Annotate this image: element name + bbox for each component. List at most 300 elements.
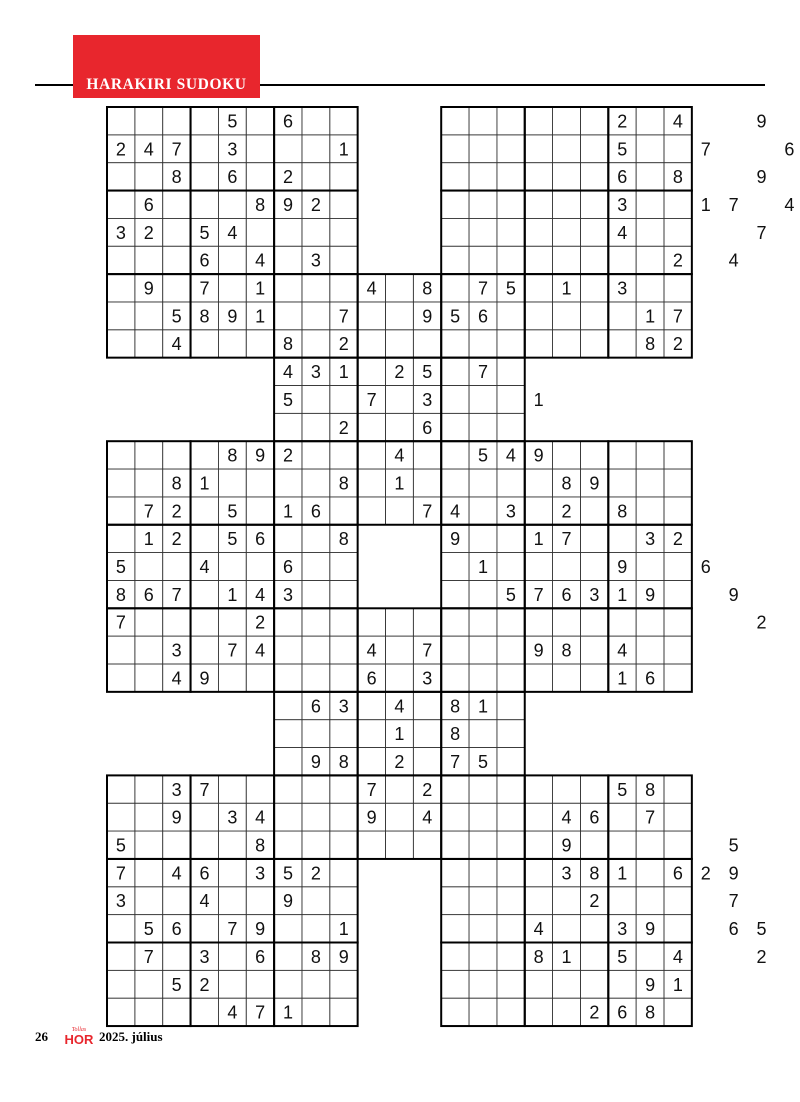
sudoku-cell[interactable] xyxy=(218,330,246,358)
sudoku-cell[interactable] xyxy=(135,608,163,636)
sudoku-cell[interactable] xyxy=(302,775,330,803)
sudoku-cell[interactable] xyxy=(107,330,135,358)
sudoku-cell[interactable] xyxy=(497,246,525,274)
sudoku-cell[interactable] xyxy=(441,218,469,246)
sudoku-cell[interactable] xyxy=(330,636,358,664)
sudoku-cell[interactable] xyxy=(218,469,246,497)
sudoku-cell[interactable] xyxy=(274,664,302,692)
sudoku-cell[interactable] xyxy=(330,831,358,859)
sudoku-cell[interactable] xyxy=(218,274,246,302)
sudoku-cell[interactable] xyxy=(469,831,497,859)
sudoku-cell[interactable] xyxy=(358,831,386,859)
sudoku-cell[interactable] xyxy=(497,970,525,998)
sudoku-cell[interactable] xyxy=(330,998,358,1026)
sudoku-cell[interactable] xyxy=(497,191,525,219)
sudoku-cell[interactable] xyxy=(135,163,163,191)
sudoku-cell[interactable] xyxy=(580,107,608,135)
sudoku-cell[interactable] xyxy=(246,330,274,358)
sudoku-cell[interactable] xyxy=(218,608,246,636)
sudoku-cell[interactable] xyxy=(580,302,608,330)
sudoku-cell[interactable] xyxy=(191,580,219,608)
sudoku-cell[interactable] xyxy=(497,330,525,358)
sudoku-cell[interactable] xyxy=(553,330,581,358)
sudoku-cell[interactable] xyxy=(636,887,664,915)
sudoku-cell[interactable] xyxy=(553,246,581,274)
sudoku-cell[interactable] xyxy=(330,218,358,246)
sudoku-cell[interactable] xyxy=(664,441,692,469)
sudoku-cell[interactable] xyxy=(191,330,219,358)
sudoku-cell[interactable] xyxy=(274,775,302,803)
sudoku-cell[interactable] xyxy=(525,664,553,692)
sudoku-cell[interactable] xyxy=(497,608,525,636)
sudoku-cell[interactable] xyxy=(135,775,163,803)
sudoku-cell[interactable] xyxy=(358,302,386,330)
sudoku-cell[interactable] xyxy=(107,274,135,302)
sudoku-cell[interactable] xyxy=(358,748,386,776)
sudoku-cell[interactable] xyxy=(413,608,441,636)
sudoku-cell[interactable] xyxy=(441,775,469,803)
sudoku-cell[interactable] xyxy=(246,135,274,163)
sudoku-cell[interactable] xyxy=(413,720,441,748)
sudoku-cell[interactable] xyxy=(386,386,414,414)
sudoku-cell[interactable] xyxy=(525,274,553,302)
sudoku-cell[interactable] xyxy=(163,887,191,915)
sudoku-cell[interactable] xyxy=(107,107,135,135)
sudoku-cell[interactable] xyxy=(441,441,469,469)
sudoku-cell[interactable] xyxy=(497,803,525,831)
sudoku-cell[interactable] xyxy=(302,970,330,998)
sudoku-cell[interactable] xyxy=(580,191,608,219)
sudoku-cell[interactable] xyxy=(386,330,414,358)
sudoku-cell[interactable] xyxy=(525,191,553,219)
sudoku-cell[interactable] xyxy=(580,831,608,859)
sudoku-cell[interactable] xyxy=(246,497,274,525)
sudoku-cell[interactable] xyxy=(246,664,274,692)
sudoku-cell[interactable] xyxy=(330,608,358,636)
sudoku-cell[interactable] xyxy=(386,636,414,664)
sudoku-cell[interactable] xyxy=(497,218,525,246)
sudoku-cell[interactable] xyxy=(497,748,525,776)
sudoku-cell[interactable] xyxy=(441,246,469,274)
sudoku-cell[interactable] xyxy=(107,664,135,692)
sudoku-cell[interactable] xyxy=(553,664,581,692)
sudoku-cell[interactable] xyxy=(163,441,191,469)
sudoku-cell[interactable] xyxy=(469,803,497,831)
sudoku-cell[interactable] xyxy=(274,246,302,274)
sudoku-cell[interactable] xyxy=(413,330,441,358)
sudoku-cell[interactable] xyxy=(274,943,302,971)
sudoku-cell[interactable] xyxy=(525,970,553,998)
sudoku-cell[interactable] xyxy=(469,608,497,636)
sudoku-cell[interactable] xyxy=(469,413,497,441)
sudoku-cell[interactable] xyxy=(218,859,246,887)
sudoku-cell[interactable] xyxy=(218,887,246,915)
sudoku-cell[interactable] xyxy=(580,163,608,191)
sudoku-cell[interactable] xyxy=(135,302,163,330)
sudoku-cell[interactable] xyxy=(274,803,302,831)
sudoku-cell[interactable] xyxy=(413,831,441,859)
sudoku-cell[interactable] xyxy=(636,274,664,302)
sudoku-cell[interactable] xyxy=(469,469,497,497)
sudoku-cell[interactable] xyxy=(664,553,692,581)
sudoku-cell[interactable] xyxy=(636,553,664,581)
sudoku-cell[interactable] xyxy=(107,943,135,971)
sudoku-cell[interactable] xyxy=(636,636,664,664)
sudoku-cell[interactable] xyxy=(274,135,302,163)
sudoku-cell[interactable] xyxy=(636,246,664,274)
sudoku-cell[interactable] xyxy=(413,748,441,776)
sudoku-cell[interactable] xyxy=(302,887,330,915)
sudoku-cell[interactable] xyxy=(636,608,664,636)
sudoku-cell[interactable] xyxy=(386,302,414,330)
sudoku-cell[interactable] xyxy=(525,775,553,803)
sudoku-cell[interactable] xyxy=(246,218,274,246)
sudoku-cell[interactable] xyxy=(302,580,330,608)
sudoku-cell[interactable] xyxy=(302,107,330,135)
sudoku-cell[interactable] xyxy=(330,887,358,915)
sudoku-cell[interactable] xyxy=(608,887,636,915)
sudoku-cell[interactable] xyxy=(330,191,358,219)
sudoku-cell[interactable] xyxy=(441,413,469,441)
sudoku-cell[interactable] xyxy=(163,998,191,1026)
sudoku-cell[interactable] xyxy=(163,274,191,302)
sudoku-cell[interactable] xyxy=(135,859,163,887)
sudoku-cell[interactable] xyxy=(441,831,469,859)
sudoku-cell[interactable] xyxy=(135,664,163,692)
sudoku-cell[interactable] xyxy=(497,720,525,748)
sudoku-cell[interactable] xyxy=(636,135,664,163)
sudoku-cell[interactable] xyxy=(274,970,302,998)
sudoku-cell[interactable] xyxy=(107,803,135,831)
sudoku-cell[interactable] xyxy=(580,274,608,302)
sudoku-cell[interactable] xyxy=(636,107,664,135)
sudoku-cell[interactable] xyxy=(107,441,135,469)
sudoku-cell[interactable] xyxy=(218,831,246,859)
sudoku-cell[interactable] xyxy=(107,302,135,330)
sudoku-cell[interactable] xyxy=(608,970,636,998)
sudoku-cell[interactable] xyxy=(580,664,608,692)
sudoku-cell[interactable] xyxy=(664,636,692,664)
sudoku-cell[interactable] xyxy=(413,441,441,469)
sudoku-cell[interactable] xyxy=(246,970,274,998)
sudoku-cell[interactable] xyxy=(302,553,330,581)
sudoku-cell[interactable] xyxy=(163,553,191,581)
sudoku-cell[interactable] xyxy=(107,163,135,191)
sudoku-cell[interactable] xyxy=(580,330,608,358)
sudoku-cell[interactable] xyxy=(274,274,302,302)
sudoku-cell[interactable] xyxy=(246,887,274,915)
sudoku-cell[interactable] xyxy=(386,803,414,831)
sudoku-cell[interactable] xyxy=(191,191,219,219)
sudoku-cell[interactable] xyxy=(135,469,163,497)
sudoku-cell[interactable] xyxy=(274,218,302,246)
sudoku-cell[interactable] xyxy=(497,887,525,915)
sudoku-cell[interactable] xyxy=(386,608,414,636)
sudoku-cell[interactable] xyxy=(302,218,330,246)
sudoku-cell[interactable] xyxy=(330,803,358,831)
sudoku-cell[interactable] xyxy=(525,218,553,246)
sudoku-cell[interactable] xyxy=(553,135,581,163)
sudoku-cell[interactable] xyxy=(497,664,525,692)
sudoku-cell[interactable] xyxy=(553,608,581,636)
sudoku-cell[interactable] xyxy=(441,274,469,302)
sudoku-cell[interactable] xyxy=(553,775,581,803)
sudoku-cell[interactable] xyxy=(525,803,553,831)
sudoku-cell[interactable] xyxy=(580,525,608,553)
sudoku-cell[interactable] xyxy=(469,887,497,915)
sudoku-cell[interactable] xyxy=(246,469,274,497)
sudoku-cell[interactable] xyxy=(441,636,469,664)
sudoku-cell[interactable] xyxy=(135,998,163,1026)
sudoku-cell[interactable] xyxy=(302,998,330,1026)
sudoku-cell[interactable] xyxy=(218,775,246,803)
sudoku-cell[interactable] xyxy=(218,970,246,998)
sudoku-cell[interactable] xyxy=(664,775,692,803)
sudoku-cell[interactable] xyxy=(330,775,358,803)
sudoku-cell[interactable] xyxy=(386,497,414,525)
sudoku-cell[interactable] xyxy=(525,246,553,274)
sudoku-cell[interactable] xyxy=(525,330,553,358)
sudoku-cell[interactable] xyxy=(608,246,636,274)
sudoku-cell[interactable] xyxy=(553,107,581,135)
sudoku-cell[interactable] xyxy=(636,191,664,219)
sudoku-cell[interactable] xyxy=(163,246,191,274)
sudoku-cell[interactable] xyxy=(525,859,553,887)
sudoku-cell[interactable] xyxy=(553,441,581,469)
sudoku-cell[interactable] xyxy=(302,441,330,469)
sudoku-cell[interactable] xyxy=(302,664,330,692)
sudoku-cell[interactable] xyxy=(413,469,441,497)
sudoku-cell[interactable] xyxy=(135,330,163,358)
sudoku-cell[interactable] xyxy=(636,163,664,191)
sudoku-cell[interactable] xyxy=(386,664,414,692)
sudoku-cell[interactable] xyxy=(497,915,525,943)
sudoku-cell[interactable] xyxy=(664,135,692,163)
sudoku-cell[interactable] xyxy=(274,915,302,943)
sudoku-cell[interactable] xyxy=(330,720,358,748)
sudoku-cell[interactable] xyxy=(135,636,163,664)
sudoku-cell[interactable] xyxy=(664,469,692,497)
sudoku-cell[interactable] xyxy=(441,998,469,1026)
sudoku-cell[interactable] xyxy=(358,497,386,525)
sudoku-cell[interactable] xyxy=(302,386,330,414)
sudoku-cell[interactable] xyxy=(302,413,330,441)
sudoku-cell[interactable] xyxy=(441,608,469,636)
sudoku-cell[interactable] xyxy=(664,218,692,246)
sudoku-cell[interactable] xyxy=(107,775,135,803)
sudoku-cell[interactable] xyxy=(469,163,497,191)
sudoku-cell[interactable] xyxy=(246,553,274,581)
sudoku-cell[interactable] xyxy=(302,525,330,553)
sudoku-cell[interactable] xyxy=(664,608,692,636)
sudoku-cell[interactable] xyxy=(636,441,664,469)
sudoku-cell[interactable] xyxy=(191,135,219,163)
sudoku-cell[interactable] xyxy=(218,553,246,581)
sudoku-cell[interactable] xyxy=(386,274,414,302)
sudoku-cell[interactable] xyxy=(664,998,692,1026)
sudoku-cell[interactable] xyxy=(497,302,525,330)
sudoku-cell[interactable] xyxy=(191,636,219,664)
sudoku-cell[interactable] xyxy=(191,107,219,135)
sudoku-cell[interactable] xyxy=(302,135,330,163)
sudoku-cell[interactable] xyxy=(441,107,469,135)
sudoku-cell[interactable] xyxy=(191,497,219,525)
sudoku-cell[interactable] xyxy=(191,525,219,553)
sudoku-cell[interactable] xyxy=(135,107,163,135)
sudoku-cell[interactable] xyxy=(441,803,469,831)
sudoku-cell[interactable] xyxy=(107,469,135,497)
sudoku-cell[interactable] xyxy=(358,692,386,720)
sudoku-cell[interactable] xyxy=(636,469,664,497)
sudoku-cell[interactable] xyxy=(163,943,191,971)
sudoku-cell[interactable] xyxy=(469,970,497,998)
sudoku-cell[interactable] xyxy=(135,246,163,274)
sudoku-cell[interactable] xyxy=(469,246,497,274)
sudoku-cell[interactable] xyxy=(107,191,135,219)
sudoku-cell[interactable] xyxy=(608,525,636,553)
sudoku-cell[interactable] xyxy=(497,163,525,191)
sudoku-cell[interactable] xyxy=(163,191,191,219)
sudoku-cell[interactable] xyxy=(107,636,135,664)
sudoku-cell[interactable] xyxy=(497,553,525,581)
sudoku-cell[interactable] xyxy=(191,803,219,831)
sudoku-cell[interactable] xyxy=(469,330,497,358)
sudoku-cell[interactable] xyxy=(664,580,692,608)
sudoku-cell[interactable] xyxy=(441,191,469,219)
sudoku-cell[interactable] xyxy=(469,859,497,887)
sudoku-cell[interactable] xyxy=(441,943,469,971)
sudoku-cell[interactable] xyxy=(664,191,692,219)
sudoku-cell[interactable] xyxy=(441,664,469,692)
sudoku-cell[interactable] xyxy=(497,525,525,553)
sudoku-cell[interactable] xyxy=(358,720,386,748)
sudoku-cell[interactable] xyxy=(302,636,330,664)
sudoku-cell[interactable] xyxy=(497,469,525,497)
sudoku-cell[interactable] xyxy=(580,636,608,664)
sudoku-cell[interactable] xyxy=(330,553,358,581)
sudoku-cell[interactable] xyxy=(246,163,274,191)
sudoku-cell[interactable] xyxy=(358,330,386,358)
sudoku-cell[interactable] xyxy=(330,107,358,135)
sudoku-cell[interactable] xyxy=(469,525,497,553)
sudoku-cell[interactable] xyxy=(441,859,469,887)
sudoku-cell[interactable] xyxy=(497,135,525,163)
sudoku-cell[interactable] xyxy=(107,246,135,274)
sudoku-cell[interactable] xyxy=(135,831,163,859)
sudoku-cell[interactable] xyxy=(553,970,581,998)
sudoku-cell[interactable] xyxy=(386,775,414,803)
sudoku-cell[interactable] xyxy=(608,302,636,330)
sudoku-cell[interactable] xyxy=(469,497,497,525)
sudoku-cell[interactable] xyxy=(191,608,219,636)
sudoku-cell[interactable] xyxy=(302,803,330,831)
sudoku-cell[interactable] xyxy=(302,469,330,497)
sudoku-cell[interactable] xyxy=(469,218,497,246)
sudoku-cell[interactable] xyxy=(580,441,608,469)
sudoku-cell[interactable] xyxy=(608,608,636,636)
sudoku-cell[interactable] xyxy=(218,246,246,274)
sudoku-cell[interactable] xyxy=(497,358,525,386)
sudoku-cell[interactable] xyxy=(330,497,358,525)
sudoku-cell[interactable] xyxy=(107,525,135,553)
sudoku-cell[interactable] xyxy=(441,915,469,943)
sudoku-cell[interactable] xyxy=(553,915,581,943)
sudoku-cell[interactable] xyxy=(218,664,246,692)
sudoku-cell[interactable] xyxy=(191,998,219,1026)
sudoku-cell[interactable] xyxy=(191,441,219,469)
sudoku-cell[interactable] xyxy=(330,580,358,608)
sudoku-cell[interactable] xyxy=(664,664,692,692)
sudoku-cell[interactable] xyxy=(636,218,664,246)
sudoku-cell[interactable] xyxy=(664,803,692,831)
sudoku-cell[interactable] xyxy=(664,915,692,943)
sudoku-cell[interactable] xyxy=(469,775,497,803)
sudoku-cell[interactable] xyxy=(413,692,441,720)
sudoku-cell[interactable] xyxy=(302,330,330,358)
sudoku-cell[interactable] xyxy=(135,441,163,469)
sudoku-cell[interactable] xyxy=(469,386,497,414)
sudoku-cell[interactable] xyxy=(580,775,608,803)
sudoku-cell[interactable] xyxy=(358,413,386,441)
sudoku-cell[interactable] xyxy=(608,469,636,497)
sudoku-cell[interactable] xyxy=(580,608,608,636)
sudoku-cell[interactable] xyxy=(274,608,302,636)
sudoku-cell[interactable] xyxy=(163,218,191,246)
sudoku-cell[interactable] xyxy=(525,163,553,191)
sudoku-cell[interactable] xyxy=(441,553,469,581)
sudoku-cell[interactable] xyxy=(274,831,302,859)
sudoku-cell[interactable] xyxy=(441,135,469,163)
sudoku-cell[interactable] xyxy=(191,915,219,943)
sudoku-cell[interactable] xyxy=(330,246,358,274)
sudoku-cell[interactable] xyxy=(469,135,497,163)
sudoku-cell[interactable] xyxy=(135,887,163,915)
sudoku-cell[interactable] xyxy=(525,469,553,497)
sudoku-cell[interactable] xyxy=(608,330,636,358)
sudoku-cell[interactable] xyxy=(553,302,581,330)
sudoku-cell[interactable] xyxy=(330,441,358,469)
sudoku-cell[interactable] xyxy=(330,859,358,887)
sudoku-cell[interactable] xyxy=(330,970,358,998)
sudoku-cell[interactable] xyxy=(636,831,664,859)
sudoku-cell[interactable] xyxy=(302,831,330,859)
sudoku-cell[interactable] xyxy=(553,163,581,191)
sudoku-cell[interactable] xyxy=(469,107,497,135)
sudoku-cell[interactable] xyxy=(274,636,302,664)
sudoku-cell[interactable] xyxy=(553,553,581,581)
sudoku-cell[interactable] xyxy=(664,274,692,302)
sudoku-cell[interactable] xyxy=(441,970,469,998)
sudoku-cell[interactable] xyxy=(302,274,330,302)
sudoku-cell[interactable] xyxy=(274,413,302,441)
sudoku-cell[interactable] xyxy=(302,608,330,636)
sudoku-cell[interactable] xyxy=(636,497,664,525)
sudoku-cell[interactable] xyxy=(163,608,191,636)
sudoku-cell[interactable] xyxy=(469,720,497,748)
sudoku-cell[interactable] xyxy=(497,413,525,441)
sudoku-cell[interactable] xyxy=(107,998,135,1026)
sudoku-cell[interactable] xyxy=(497,692,525,720)
sudoku-cell[interactable] xyxy=(441,386,469,414)
sudoku-cell[interactable] xyxy=(274,469,302,497)
sudoku-cell[interactable] xyxy=(218,943,246,971)
sudoku-cell[interactable] xyxy=(469,664,497,692)
sudoku-cell[interactable] xyxy=(525,887,553,915)
sudoku-cell[interactable] xyxy=(274,692,302,720)
sudoku-cell[interactable] xyxy=(107,970,135,998)
sudoku-cell[interactable] xyxy=(580,218,608,246)
sudoku-cell[interactable] xyxy=(636,859,664,887)
